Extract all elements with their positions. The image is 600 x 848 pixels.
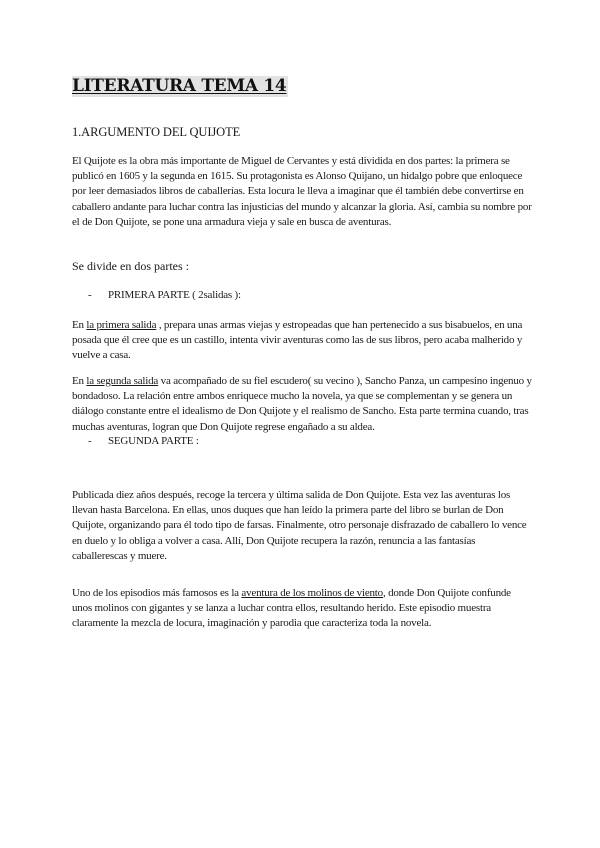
second-outing-paragraph	[72, 374, 532, 435]
divides-label: Se divide en dos partes :	[72, 259, 189, 273]
episode-link: aventura de los molinos de viento	[241, 587, 383, 599]
episode-paragraph	[72, 586, 532, 632]
list-dash: -	[88, 289, 92, 301]
part-two-paragraph: Publicada diez años después, recoge la tercera y última salida de Don Quijote. Esta vez las aventuras los llevan hasta Barcelona. En ellas, unos duques que han leído la primera parte del libro se burlan de Don Quijote, organizando para él todo tipo de farsas. Finalmente, otro personaje disfrazado de caballero lo vence en duelo y lo obliga a volver a casa. Allí, Don Quijote recupera la razón, renuncia a las fantasías caballerescas y muere.	[72, 489, 527, 562]
part-two-item	[88, 434, 199, 449]
second-outing-prefix: En	[72, 375, 87, 387]
second-outing-text: va acompañado de su fiel escudero( su vecino ), Sancho Panza, un campesino ingenuo y bondadoso. La relación entre ambos enriquece mucho la novela, ya que se complementan y se genera un diálogo constante entre el idealismo de Don Quijote y el realismo de Sancho. Esta parte termina cuando, tras muchas aventuras, logran que Don Quijote regrese engañado a su aldea.	[72, 375, 532, 433]
episode-prefix: Uno de los episodios más famosos es la	[72, 587, 242, 599]
part-one-item	[88, 288, 241, 303]
first-outing-prefix: En	[72, 319, 87, 331]
intro-paragraph: El Quijote es la obra más importante de Miguel de Cervantes y está dividida en dos partes: la primera se publicó en 1605 y la segunda en 1615. Su protagonista es Alonso Quijano, un hidalgo pobre que enloquece por leer demasiados libros de caballerías. Esta locura le lleva a imaginar que él también debe convertirse en caballero andante para luchar contra las injusticias del mundo y alcanzar la gloria. Así, cambia su nombre por el de Don Quijote, se pone una armadura vieja y sale en busca de aventuras.	[72, 155, 532, 228]
list-dash: -	[88, 435, 92, 447]
part-one-label: PRIMERA PARTE ( 2salidas ):	[108, 289, 241, 301]
second-outing-link: la segunda salida	[86, 375, 159, 387]
part-two-label: SEGUNDA PARTE :	[108, 435, 199, 447]
first-outing-text: , prepara unas armas viejas y estropeadas que han pertenecido a sus bisabuelos, en una posada que él cree que es un castillo, intenta vivir aventuras como las de sus libros, pero acaba malherido y vuelve a casa.	[72, 319, 523, 362]
episode-text: , donde Don Quijote confunde unos molinos con gigantes y se lanza a luchar contra ellos, resultando herido. Este episodio muestra claramente la mezcla de locura, imaginación y parodia que caracteriza toda la novela.	[72, 587, 511, 630]
first-outing-link: la primera salida	[86, 319, 157, 331]
document-title: LITERATURA TEMA 14	[72, 76, 287, 96]
section-heading: 1.ARGUMENTO DEL QUIJOTE	[72, 125, 241, 139]
first-outing-paragraph	[72, 318, 532, 364]
